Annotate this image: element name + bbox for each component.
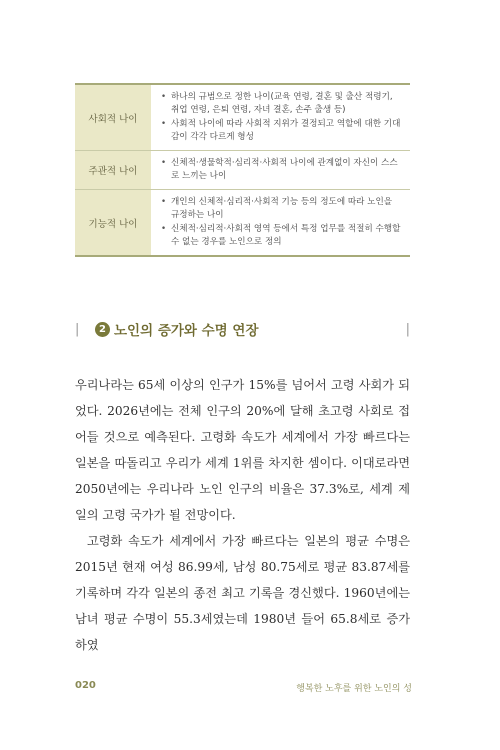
list-item: • 신체적·심리적·사회적 영역 등에서 특정 업무를 적절히 수행할 수 없는 경우를 노인으로 정의	[161, 223, 402, 249]
row-content	[151, 85, 410, 150]
heading-right-bar: |	[405, 321, 410, 337]
heading-left-bar: |	[75, 321, 80, 337]
list-item: • 하나의 규범으로 정한 나이(교육 연령, 결혼 및 출산 적령기, 취업 연령, 은퇴 연령, 자녀 결혼, 손주 출생 등)	[161, 91, 402, 117]
body-text	[75, 372, 410, 658]
list-item: • 개인의 신체적·심리적·사회적 기능 등의 정도에 따라 노인을 규정하는 나이	[161, 196, 402, 222]
table-row	[75, 151, 410, 190]
age-definition-table	[75, 83, 410, 257]
section-heading	[75, 318, 410, 340]
row-content	[151, 151, 410, 189]
list-item: • 사회적 나이에 따라 사회적 지위가 결정되고 역할에 대한 기대감이 각각 다르게 형성	[161, 118, 402, 144]
running-footer-title: 행복한 노후를 위한 노인의 성	[296, 684, 412, 694]
list-item: • 신체적·생물학적·심리적·사회적 나이에 관계없이 자신이 스스로 느끼는 나이	[161, 157, 402, 183]
section-title: 노인의 증가와 수명 연장	[114, 323, 259, 339]
row-label: 사회적 나이	[75, 85, 151, 150]
table-row	[75, 85, 410, 151]
paragraph: 고령화 속도가 세계에서 가장 빠르다는 일본의 평균 수명은 2015년 현재 여성 86.99세, 남성 80.75세로 평균 83.87세를 기록하며 각각 일본의 종전 최고 기록을 경신했다. 1960년에는 남녀 평균 수명이 55.3세였는데 1980년 들어 65.8세로 증가하였	[75, 534, 410, 652]
row-label: 기능적 나이	[75, 190, 151, 255]
page-number: 020	[75, 680, 96, 691]
section-number-badge: 2	[95, 322, 110, 337]
row-content	[151, 190, 410, 255]
paragraph: 우리나라는 65세 이상의 인구가 15%를 넘어서 고령 사회가 되었다. 2026년에는 전체 인구의 20%에 달해 초고령 사회로 접어들 것으로 예측된다. 고령화 속도가 세계에서 가장 빠르다는 일본을 따돌리고 우리가 세계 1위를 차지한 셈이다. 이대로라면 2050년에는 우리나라 노인 인구의 비율은 37.3%로, 세계 제일의 고령 국가가 될 전망이다.	[75, 378, 410, 522]
table-row	[75, 190, 410, 255]
row-label: 주관적 나이	[75, 151, 151, 189]
